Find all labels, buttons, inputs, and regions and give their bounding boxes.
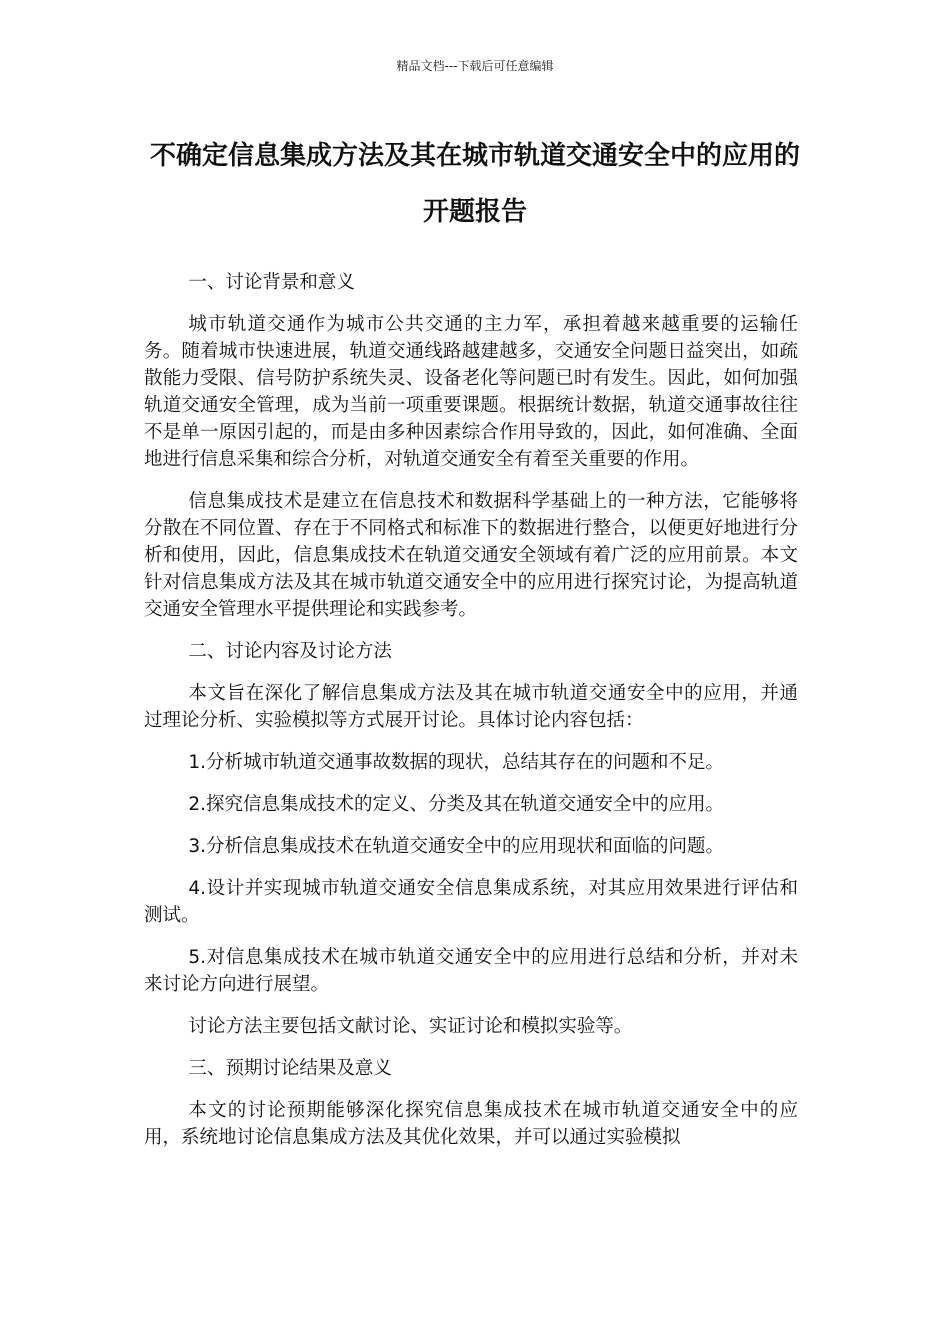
list-item-3: 3.分析信息集成技术在轨道交通安全中的应用现状和面临的问题。 bbox=[188, 836, 725, 857]
list-item-5: 5.对信息集成技术在城市轨道交通安全中的应用进行总结和分析，并对未来讨论方向进行展望。 bbox=[144, 947, 798, 995]
section-heading-content-method: 二、讨论内容及讨论方法 bbox=[188, 641, 392, 662]
paragraph-expected-results: 本文的讨论预期能够深化探究信息集成技术在城市轨道交通安全中的应用，系统地讨论信息集成方法及其优化效果，并可以通过实验模拟 bbox=[144, 1100, 798, 1148]
list-item-4: 4.设计并实现城市轨道交通安全信息集成系统，对其应用效果进行评估和测试。 bbox=[144, 878, 798, 926]
list-item-1: 1.分析城市轨道交通事故数据的现状，总结其存在的问题和不足。 bbox=[188, 752, 725, 773]
header-note: 精品文档---下载后可任意编辑 bbox=[396, 59, 554, 73]
paragraph-background-1: 城市轨道交通作为城市公共交通的主力军，承担着越来越重要的运输任务。随着城市快速进展，轨道交通线路越建越多，交通安全问题日益突出，如疏散能力受限、信号防护系统失灵、设备老化等问题已时有发生。因此，如何加强轨道交通安全管理，成为当前一项重要课题。根据统计数据，轨道交通事故往往不是单一原因引起的，而是由多种因素综合作用导致的，因此，如何准确、全面地进行信息采集和综合分析，对轨道交通安全有着至关重要的作用。 bbox=[144, 314, 798, 470]
document-body bbox=[144, 269, 798, 1166]
paragraph-method: 讨论方法主要包括文献讨论、实证讨论和模拟实验等。 bbox=[188, 1016, 633, 1037]
paragraph-background-2: 信息集成技术是建立在信息技术和数据科学基础上的一种方法，它能够将分散在不同位置、存在于不同格式和标准下的数据进行整合，以便更好地进行分析和使用，因此，信息集成技术在轨道交通安全领域有着广泛的应用前景。本文针对信息集成方法及其在城市轨道交通安全中的应用进行探究讨论，为提高轨道交通安全管理水平提供理论和实践参考。 bbox=[144, 491, 798, 620]
list-item-2: 2.探究信息集成技术的定义、分类及其在轨道交通安全中的应用。 bbox=[188, 794, 725, 815]
section-heading-expected-results: 三、预期讨论结果及意义 bbox=[188, 1058, 392, 1079]
section-heading-background: 一、讨论背景和意义 bbox=[188, 272, 355, 293]
document-title: 不确定信息集成方法及其在城市轨道交通安全中的应用的开题报告 bbox=[149, 141, 800, 227]
paragraph-content-intro: 本文旨在深化了解信息集成方法及其在城市轨道交通安全中的应用，并通过理论分析、实验模拟等方式展开讨论。具体讨论内容包括： bbox=[144, 683, 798, 731]
